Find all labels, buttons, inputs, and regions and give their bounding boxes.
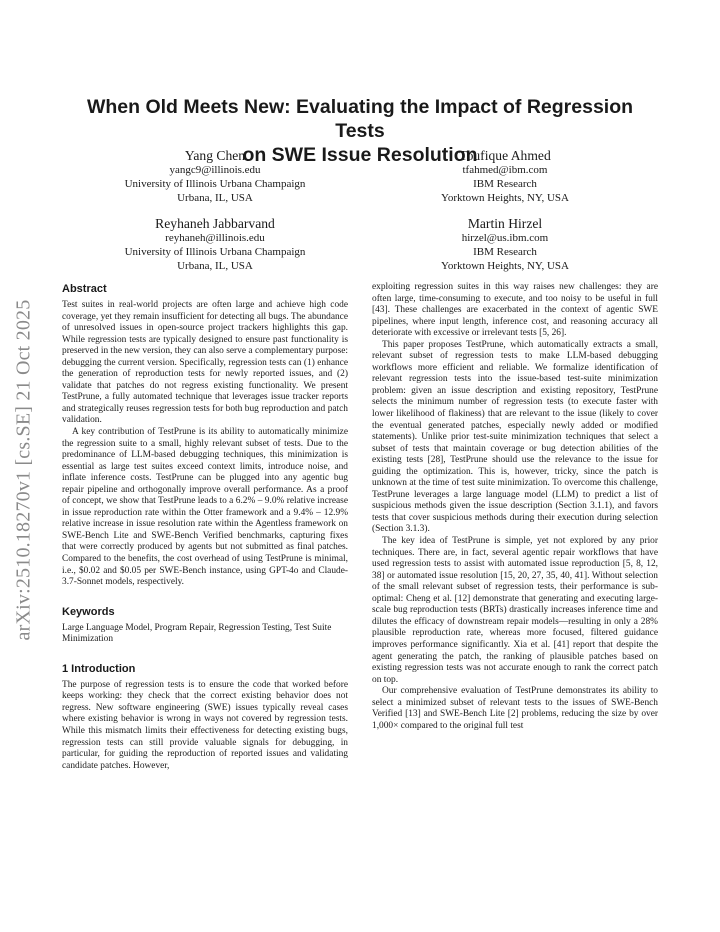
author-affiliation: University of Illinois Urbana Champaign: [124, 245, 306, 258]
body-paragraph: This paper proposes TestPrune, which automatically extracts a small, relevant subset of regression tests to make LLM-based debugging workflows more efficient and reliable. We formalize identification of relevant regression tests into the issue-based test-suite minimization problem: given an issue description and existing repository, TestPrune selects the minimum number of regression tests (to execute faster with lower likelihood of flakiness) that are relevant to the issue (likely to cover the eventual generated patches, especially newly added or modified statements). Unlike prior test-suite minimization techniques that select a subset of tests that maintain coverage or bug detection abilities of the existing tests [28], TestPrune should use the relevance to the issue for guiding the optimization. This is, however, tricky, since the patch is unknown at the time of test suite minimization. To overcome this challenge, TestPrune leverages a large language model (LLM) to predict a list of suspicious methods given the issue description (Section 3.1.1), and favors tests that cover suspicious methods during their execution during selection (Section 3.1.3).: [372, 339, 658, 535]
author-affiliation: IBM Research: [473, 177, 537, 190]
author-block: [62, 215, 368, 273]
author-name: Reyhaneh Jabbarvand: [155, 216, 275, 231]
author-email: yangc9@illinois.edu: [169, 164, 261, 176]
author-affiliation: IBM Research: [473, 245, 537, 258]
introduction-heading: 1 Introduction: [62, 662, 136, 675]
author-email: reyhaneh@illinois.edu: [165, 232, 265, 244]
author-affiliation: University of Illinois Urbana Champaign: [124, 177, 306, 190]
author-location: Yorktown Heights, NY, USA: [441, 191, 569, 204]
arxiv-identifier-text: arXiv:2510.18270v1 [cs.SE] 21 Oct 2025: [12, 299, 35, 641]
author-email: tfahmed@ibm.com: [462, 164, 548, 176]
left-column: [62, 282, 348, 772]
author-name: Toufique Ahmed: [459, 148, 551, 163]
abstract-paragraph: A key contribution of TestPrune is its ability to automatically minimize the regression suite to a small, highly relevant subset of tests. Due to the predominance of LLM-based debugging techniques, this minimization is essential as large test suites exceed context limits, introduce noise, and inflate inference costs. TestPrune can be plugged into any agentic bug repair pipeline and orthogonally improve overall performance. As a proof of concept, we show that TestPrune leads to a 6.2% – 9.0% relative increase in issue reproduction rate within the Otter framework and a 9.4% – 12.9% relative increase in issue resolution rate within the Agentless framework on SWE-Bench Lite and SWE-Bench Verified benchmarks, capturing fixes that were correctly produced by agents but not submitted as final patches. Compared to the benefits, the cost overhead of using TestPrune is minimal, i.e., $0.02 and $0.05 per SWE-Bench instance, using GPT-4o and Claude-3.7-Sonnet models, respectively.: [62, 427, 348, 588]
author-location: Yorktown Heights, NY, USA: [441, 259, 569, 272]
author-block: [352, 215, 658, 273]
author-location: Urbana, IL, USA: [177, 191, 253, 204]
abstract-heading: Abstract: [62, 283, 107, 295]
author-block: [62, 147, 368, 205]
body-paragraph: exploiting regression suites in this way raises new challenges: they are often large, time-consuming to execute, and too noisy to be useful in full [43]. These challenges are exacerbated in the context of agentic SWE pipelines, where input length, inference cost, and reasoning accuracy all deteriorate with excessive or irrelevant tests [5, 26].: [372, 282, 658, 339]
keywords-heading: Keywords: [62, 605, 115, 618]
author-name: Martin Hirzel: [467, 216, 543, 231]
title-line-2: on SWE Issue Resolution: [242, 144, 478, 166]
body-paragraph: The key idea of TestPrune is simple, yet not explored by any prior techniques. There are, in fact, several agentic repair workflows that have used regression tests to assist with automated issue reproduction [5, 8, 12, 38] or automated issue resolution [15, 20, 27, 35, 40, 41]. Without selection of the small relevant subset of regression tests, their performance is sub-optimal: Cheng et al. [12] demonstrate that generating and executing large-scale bug reproduction tests (BRTs) drastically increases inference time and dilutes the efficacy of downstream repair models—resulting in only a 28% plausible reproduction rate, whereas more focused, filtered guidance improves performance significantly. Xia et al. [41] report that despite the agent generating the patch, the ranking of plausible patches based on existing regression tests was not accurate enough to rank the correct patch on top.: [372, 536, 658, 685]
title-line-1: When Old Meets New: Evaluating the Impact of Regression Tests: [86, 96, 634, 142]
body-paragraph: Our comprehensive evaluation of TestPrune demonstrates its ability to select a minimized subset of relevant tests to the issues of SWE-Bench Verified [13] and SWE-Bench Lite [2] problems, reducing the size by over 1,000× compared to the original full test: [372, 686, 658, 731]
author-block: [352, 147, 658, 205]
author-email: hirzel@us.ibm.com: [461, 232, 549, 244]
author-location: Urbana, IL, USA: [177, 259, 253, 272]
abstract-paragraph: Test suites in real-world projects are often large and achieve high code coverage, yet they remain insufficient for detecting all bugs. The abundance of unresolved issues in open-source project trackers highlights this gap. While regression tests are typically designed to ensure past functionality is preserved in the new version, they can also serve a complementary purpose: debugging the current version. Specifically, regression tests can (1) enhance the generation of reproduction tests for newly reported issues, and (2) validate that patches do not regress existing functionality. We present TestPrune, a fully automated technique that leverages issue tracker reports and strategically reuses regression tests for both bug reproduction and patch validation.: [62, 300, 348, 426]
introduction-paragraph: The purpose of regression tests is to ensure the code that worked before keeps working: they check that the correct existing behavior does not regress. New software engineering (SWE) issues typically reveal cases where existing behavior is wrong in ways not covered by regression tests. While this mismatch limits their effectiveness for detecting existing bugs, regression tests can still provide valuable signals for debugging, in particular, for guiding the reproduction of reported issues and validating candidate patches. However,: [62, 679, 348, 771]
author-name: Yang Chen: [184, 148, 246, 163]
right-column: [372, 282, 658, 732]
keywords-text: Large Language Model, Program Repair, Regression Testing, Test Suite Minimization: [62, 622, 332, 645]
